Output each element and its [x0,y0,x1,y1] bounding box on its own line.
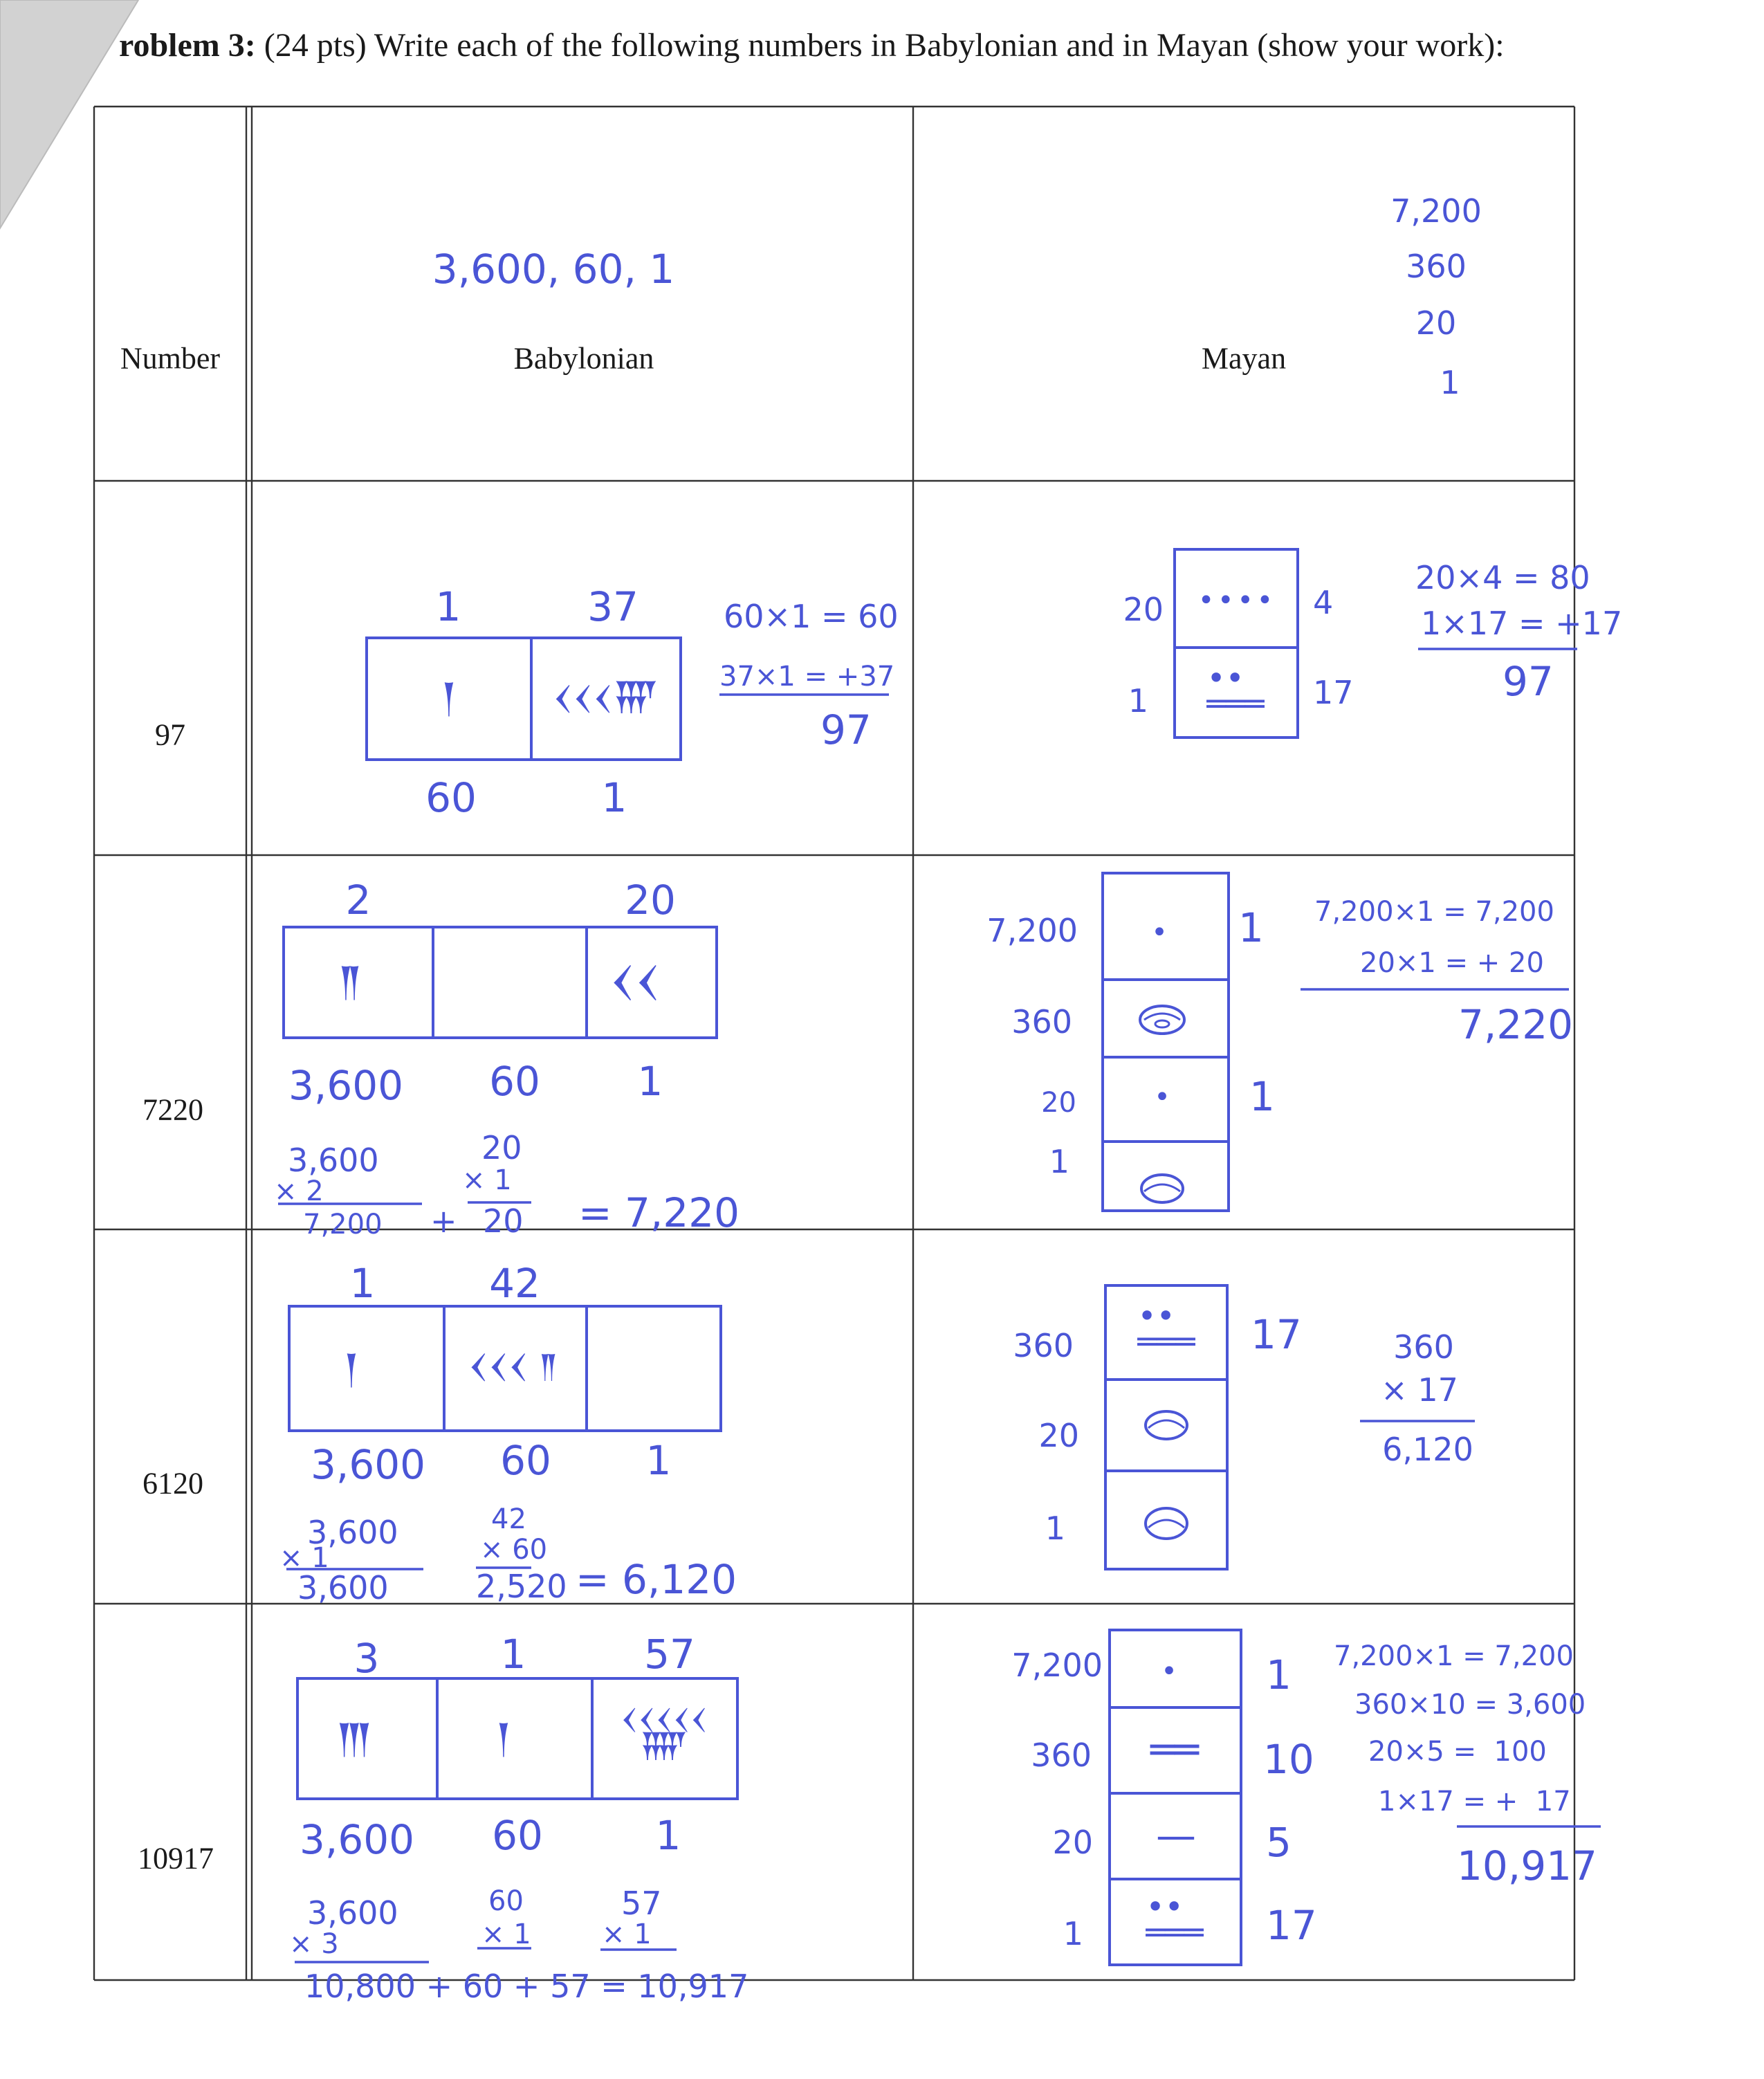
number-cell-6120: 6120 [143,1466,203,1501]
row10917-bab-symbol-0: 𒐈 [335,1715,374,1762]
row10917-may-glyph-3: •• ═══ [1146,1888,1204,1951]
row10917-may-work-3: 1×17 = + 17 [1378,1786,1571,1817]
row97-may-work-0: 20×4 = 80 [1415,559,1590,596]
row10917-bab-work-6: 10,800 + 60 + 57 = 10,917 [304,1968,749,2005]
mayan-place-7200: 7,200 [1390,192,1482,230]
row10917-bab-above-2: 57 [644,1631,695,1678]
problem-text: (24 pts) Write each of the following numbers in Babylonian and in Mayan (show your work): [264,27,1505,64]
row6120-may-glyph-0: •• ═══ [1137,1297,1195,1360]
row7220-bab-work-7: = 7,220 [578,1189,740,1236]
row97-may-place-1: 1 [1128,682,1148,720]
row97-bab-work-1: 37×1 = +37 [719,661,895,693]
row6120-bab-symbol-1: 𒌋𒌋𒌋 𒈫 [468,1348,559,1385]
row10917-may-work-0: 7,200×1 = 7,200 [1334,1640,1574,1672]
row7220-bab-work-2: 7,200 [303,1209,383,1240]
row7220-may-place-2: 20 [1041,1087,1076,1119]
row7220-bab-work-5: × 1 [462,1164,512,1196]
row10917-may-work-2: 20×5 = 100 [1368,1736,1547,1768]
number-cell-10917: 10917 [138,1841,214,1876]
babylonian-place-values: 3,600, 60, 1 [432,246,675,293]
row7220-may-glyph-0: • [1151,917,1168,949]
row7220-may-place-1: 360 [1011,1003,1072,1041]
problem-heading [119,26,1505,64]
row6120-bab-symbol-0: 𒁹 [342,1346,360,1393]
row10917-may-glyph-2: — [1156,1812,1196,1859]
row10917-may-place-2: 20 [1052,1824,1093,1861]
row6120-may-place-2: 1 [1045,1510,1065,1547]
row7220-shell-icon-0 [1134,999,1190,1041]
row7220-shell-icon-1 [1134,1169,1190,1208]
row10917-bab-work-0: 3,600 [307,1894,398,1932]
row7220-may-place-3: 1 [1049,1143,1069,1180]
row7220-bab-work-4: 20 [481,1129,522,1166]
row97-may-value-0: 4 [1313,584,1334,621]
row10917-bab-below-2: 1 [655,1812,681,1859]
header-babylonian: Babylonian [513,341,654,376]
row10917-may-work-4: 10,917 [1457,1842,1597,1889]
row6120-bab-below-1: 60 [500,1437,551,1484]
row10917-may-work-1: 360×10 = 3,600 [1354,1689,1586,1721]
row7220-may-glyph-2: • [1154,1081,1170,1113]
row10917-may-glyph-0: • [1161,1656,1177,1687]
row97-bab-below-0: 60 [425,774,477,821]
number-cell-97: 97 [155,717,185,752]
problem-label: roblem 3: [119,27,256,64]
row6120-bab-work-5: 2,520 [476,1568,567,1605]
row6120-may-place-1: 20 [1038,1417,1079,1454]
row7220-bab-below-2: 1 [637,1058,663,1105]
row10917-may-value-3: 17 [1266,1902,1317,1949]
row10917-may-value-0: 1 [1266,1651,1292,1698]
row7220-bab-symbol-2: 𒌋𒌋 [609,958,661,1005]
row7220-may-work-0: 7,200×1 = 7,200 [1314,896,1554,928]
row97-may-value-1: 17 [1313,674,1354,711]
row7220-bab-work-1: × 2 [274,1175,324,1207]
row7220-bab-below-0: 3,600 [288,1062,404,1109]
row10917-may-value-2: 5 [1266,1819,1292,1866]
row6120-bab-work-0: 3,600 [307,1514,398,1551]
row97-bab-work-2: 97 [820,706,872,753]
row7220-bab-symbol-0: 𒈫 [337,958,363,1005]
row7220-bab-below-1: 60 [489,1058,540,1105]
row6120-bab-above-1: 42 [489,1260,540,1307]
row97-bab-below-1: 1 [601,774,627,821]
row7220-bab-work-3: + [430,1202,457,1240]
row97-may-place-0: 20 [1123,591,1164,628]
row10917-bab-symbol-1: 𒁹 [495,1715,513,1762]
row6120-bab-work-2: 3,600 [297,1569,389,1606]
row97-may-work-1: 1×17 = +17 [1421,605,1623,642]
row10917-bab-below-0: 3,600 [299,1816,415,1863]
row10917-bab-work-5: × 1 [602,1918,652,1950]
row6120-bab-above-0: 1 [349,1260,376,1307]
row7220-may-work-1: 20×1 = + 20 [1360,947,1544,979]
row10917-bab-work-4: 57 [621,1885,662,1922]
row10917-bab-work-3: × 1 [481,1918,531,1950]
row10917-may-place-0: 7,200 [1011,1647,1103,1684]
row6120-shell-icon-1 [1139,1501,1194,1546]
row6120-bab-below-2: 1 [645,1437,672,1484]
row10917-bab-work-2: 60 [488,1885,524,1917]
row7220-bab-work-0: 3,600 [288,1142,379,1179]
row10917-may-value-1: 10 [1263,1736,1314,1783]
row10917-bab-above-0: 3 [353,1635,380,1682]
row10917-may-place-3: 1 [1063,1915,1083,1952]
mayan-place-1: 1 [1440,364,1460,401]
row6120-shell-icon-0 [1139,1404,1194,1446]
row10917-bab-above-1: 1 [500,1631,526,1678]
row97-may-glyph-1: •• ═══ [1206,659,1265,722]
row6120-may-work-2: 6,120 [1382,1431,1473,1468]
header-number: Number [120,341,221,376]
header-mayan: Mayan [1201,341,1287,376]
row97-bab-work-0: 60×1 = 60 [724,598,899,635]
row97-may-work-2: 97 [1503,658,1554,705]
mayan-place-20: 20 [1415,304,1457,342]
row6120-bab-work-4: × 60 [480,1534,548,1566]
row6120-bab-work-6: = 6,120 [576,1556,737,1603]
row97-may-glyph-0: • • • • [1197,585,1271,616]
row6120-may-work-0: 360 [1393,1328,1454,1366]
row10917-bab-work-1: × 3 [289,1928,339,1960]
row10917-may-glyph-1: ══ [1150,1726,1199,1773]
row7220-bab-above-1: 20 [625,877,676,924]
row7220-may-place-0: 7,200 [986,912,1078,949]
row6120-bab-work-1: × 1 [279,1542,329,1574]
row10917-may-place-1: 360 [1031,1737,1092,1774]
row10917-bab-below-1: 60 [492,1812,543,1859]
mayan-place-360: 360 [1406,248,1467,285]
row97-bab-symbol-1: 𒌋𒌋𒌋𒐛 [553,679,659,717]
row6120-may-place-0: 360 [1013,1327,1074,1364]
row6120-bab-below-0: 3,600 [310,1441,426,1488]
row7220-bab-work-6: 20 [483,1202,524,1240]
row97-bab-symbol-0: 𒁹 [440,675,458,722]
row6120-may-work-1: × 17 [1381,1371,1458,1409]
row7220-bab-above-0: 2 [345,877,371,924]
row7220-may-value-0: 1 [1238,904,1264,951]
row7220-may-value-1: 1 [1249,1073,1275,1120]
row7220-may-work-2: 7,220 [1458,1001,1574,1048]
row6120-bab-work-3: 42 [491,1503,526,1535]
number-cell-7220: 7220 [143,1092,203,1127]
row10917-bab-symbol-2: 𒌋𒌋𒌋𒌋𒌋 𒐝 [621,1704,708,1764]
row6120-may-value-0: 17 [1251,1311,1302,1358]
row97-bab-above-1: 37 [587,583,638,630]
row97-bab-above-0: 1 [435,583,461,630]
